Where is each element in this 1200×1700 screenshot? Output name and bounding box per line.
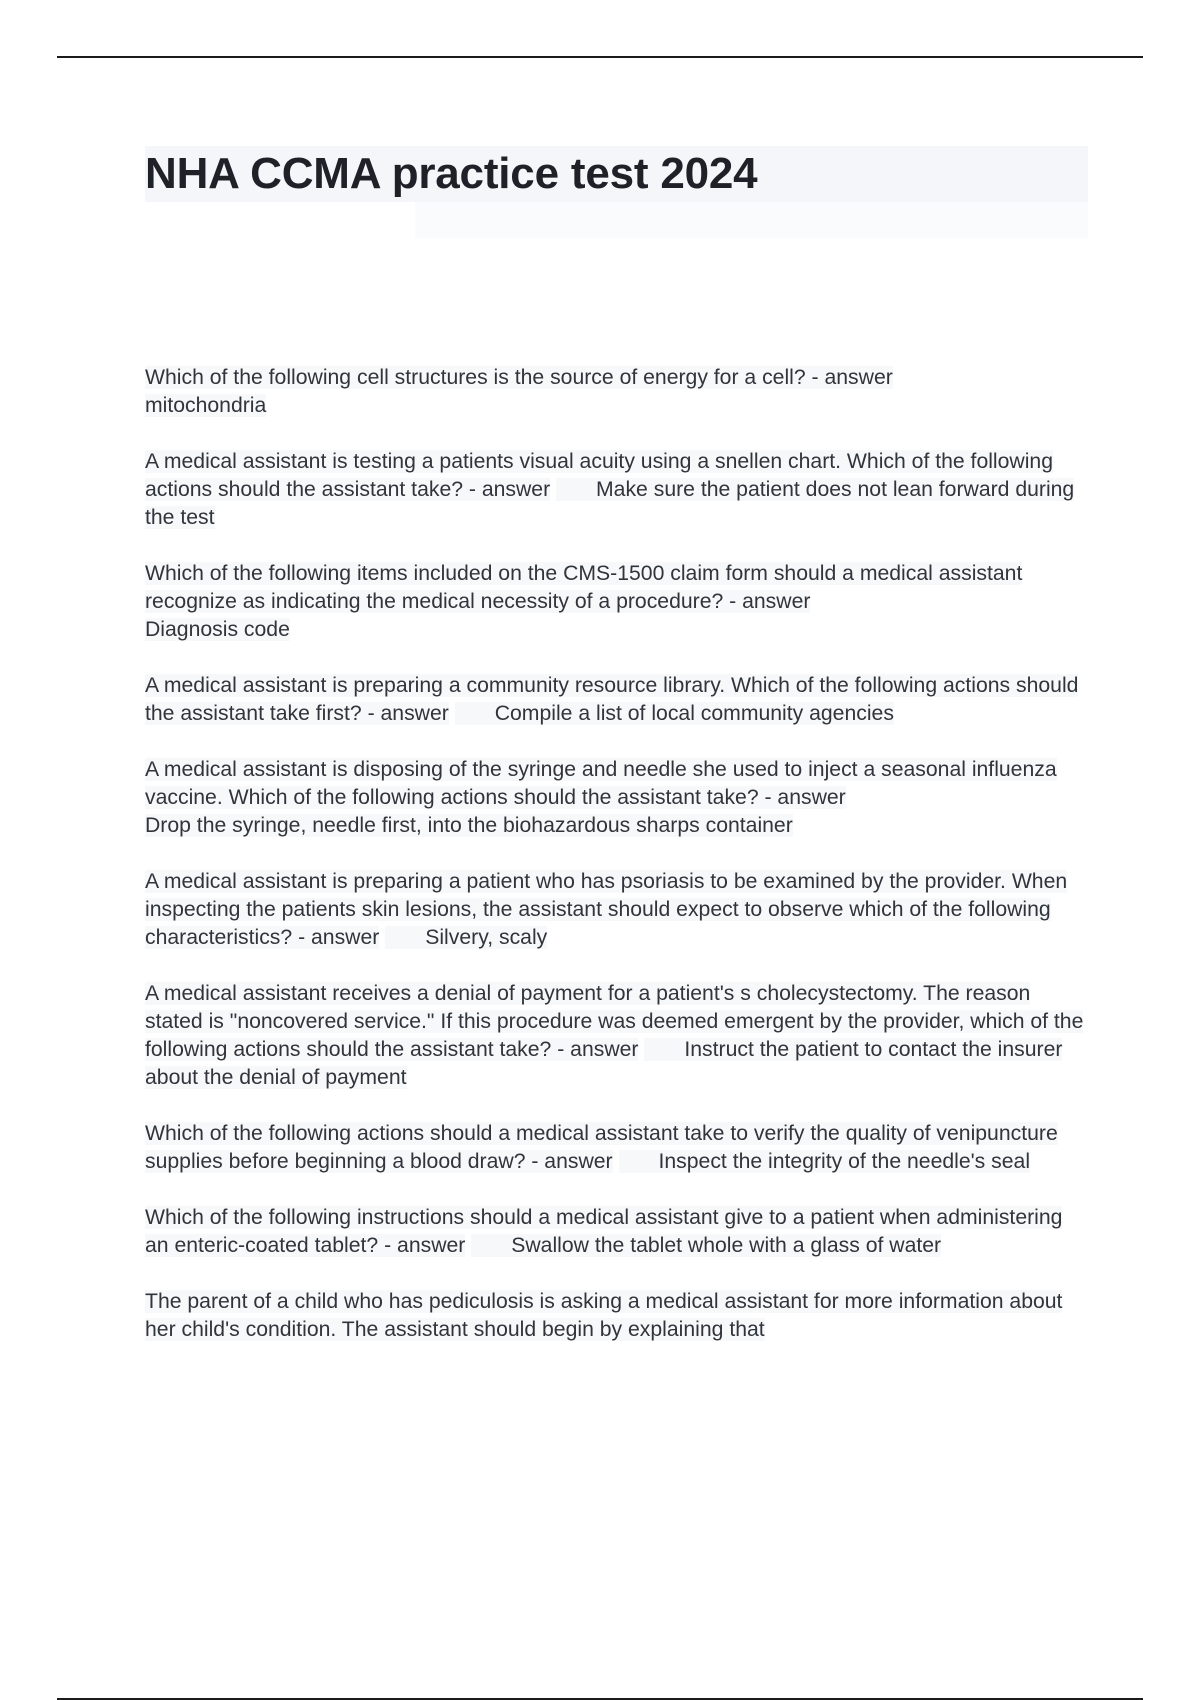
question-text: A medical assistant is preparing a community resource library. Which of the following actions should the assistant take first? - answer (145, 674, 1079, 725)
qa-list (145, 364, 1090, 1344)
title-shadow (415, 202, 1088, 238)
qa-item (145, 560, 1090, 644)
answer-text: Diagnosis code (145, 618, 290, 641)
question-text: The parent of a child who has pediculosis is asking a medical assistant for more information about her child's condition. The assistant should begin by explaining that (145, 1290, 1063, 1341)
question-text: Which of the following cell structures is the source of energy for a cell? - answer (145, 366, 893, 389)
question-text: A medical assistant is preparing a patient who has psoriasis to be examined by the provider. When inspecting the patients skin lesions, the assistant should expect to observe which of the following characteristics? - answer (145, 870, 1068, 949)
qa-item (145, 448, 1090, 532)
question-text: A medical assistant receives a denial of payment for a patient's s cholecystectomy. The reason stated is "noncovered service." If this procedure was deemed emergent by the provider, which of the following actions should the assistant take? - answer (145, 982, 1084, 1061)
qa-item (145, 1204, 1090, 1260)
qa-item (145, 1288, 1090, 1344)
answer-text: mitochondria (145, 394, 267, 417)
top-rule (57, 56, 1143, 58)
answer-text: Make sure the patient does not lean forward during the test (145, 478, 1075, 529)
answer-text: Silvery, scaly (385, 926, 547, 949)
answer-text: Compile a list of local community agencies (455, 702, 894, 725)
answer-text: Inspect the integrity of the needle's seal (619, 1150, 1031, 1173)
question-text: Which of the following items included on the CMS-1500 claim form should a medical assistant recognize as indicating the medical necessity of a procedure? - answer (145, 562, 1023, 613)
answer-text: Drop the syringe, needle first, into the biohazardous sharps container (145, 814, 793, 837)
page-title: NHA CCMA practice test 2024 (145, 149, 758, 198)
qa-item (145, 868, 1090, 952)
qa-item (145, 756, 1090, 840)
document-body (145, 146, 1090, 1372)
qa-item (145, 364, 1090, 420)
title-bar (145, 146, 1088, 202)
qa-item (145, 980, 1090, 1092)
qa-item (145, 672, 1090, 728)
question-text: Which of the following actions should a medical assistant take to verify the quality of venipuncture supplies before beginning a blood draw? - answer (145, 1122, 1058, 1173)
qa-item (145, 1120, 1090, 1176)
answer-text: Swallow the tablet whole with a glass of water (471, 1234, 941, 1257)
answer-text: Instruct the patient to contact the insurer about the denial of payment (145, 1038, 1063, 1089)
question-text: Which of the following instructions should a medical assistant give to a patient when administering an enteric-coated tablet? - answer (145, 1206, 1063, 1257)
question-text: A medical assistant is testing a patients visual acuity using a snellen chart. Which of the following actions should the assistant take? - answer (145, 450, 1053, 501)
question-text: A medical assistant is disposing of the syringe and needle she used to inject a seasonal influenza vaccine. Which of the following actions should the assistant take? - answer (145, 758, 1057, 809)
